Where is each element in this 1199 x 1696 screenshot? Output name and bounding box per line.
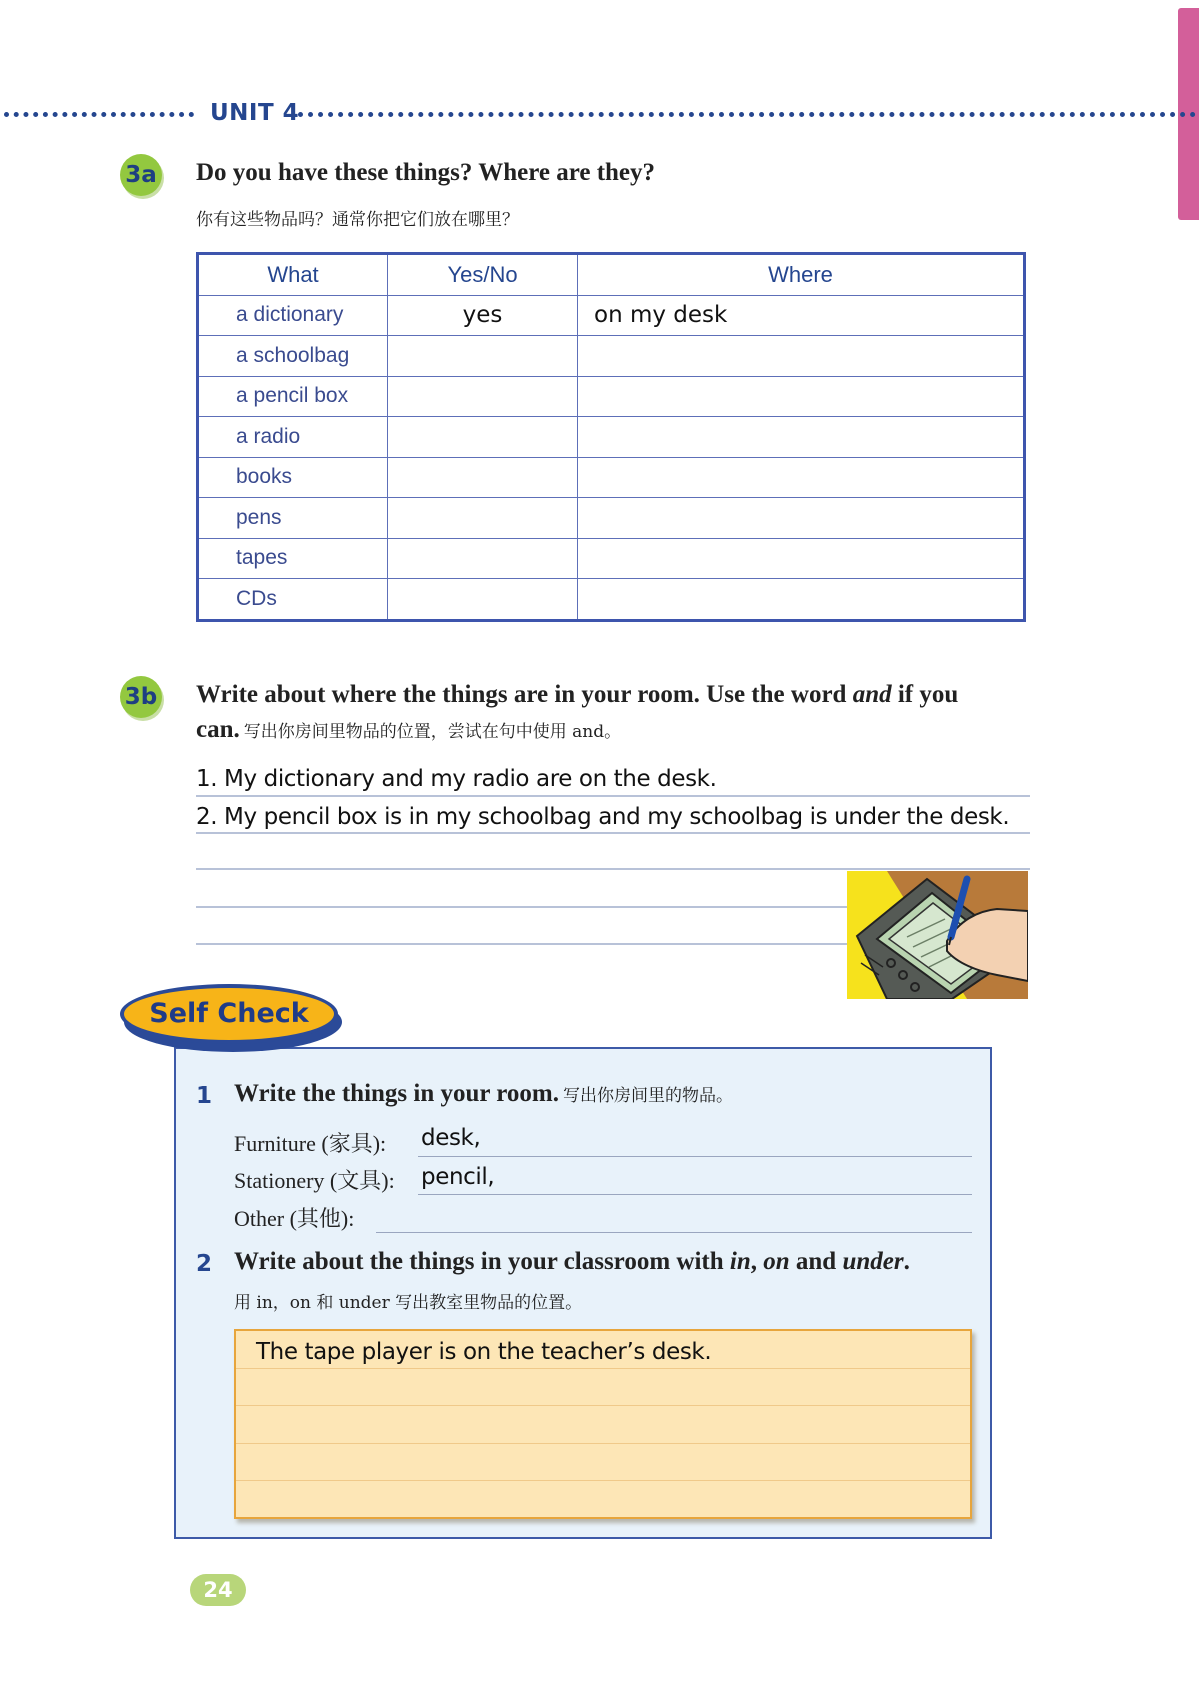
header-dotted-line-left — [4, 112, 194, 117]
furniture-label: Furniture (家具): — [234, 1131, 387, 1156]
self-check-title: Self Check — [149, 998, 309, 1029]
question-number-1: 1 — [196, 1083, 213, 1109]
column-header-what: What — [198, 254, 388, 296]
section-badge-3b: 3b — [120, 676, 162, 718]
table-row — [198, 457, 1025, 498]
section-3a-subtitle: 你有这些物品吗？通常你把它们放在哪里？ — [196, 210, 519, 230]
notepad-line — [236, 1443, 970, 1444]
cell-where[interactable] — [578, 336, 1025, 377]
cell-yes-no[interactable]: yes — [388, 295, 578, 336]
cell-what: a radio — [198, 417, 388, 458]
other-label: Other (其他): — [234, 1206, 355, 1231]
cell-what: a pencil box — [198, 376, 388, 417]
cell-yes-no[interactable] — [388, 336, 578, 377]
title-italic-word: and — [852, 681, 892, 708]
notepad-line — [236, 1405, 970, 1406]
writing-line[interactable] — [196, 943, 850, 945]
table-row — [198, 538, 1025, 579]
keyword-under: under — [842, 1248, 904, 1275]
cell-where[interactable] — [578, 376, 1025, 417]
cell-what: a dictionary — [198, 295, 388, 336]
answer-line-1[interactable]: 1. My dictionary and my radio are on the desk. — [196, 766, 717, 792]
section-3a-title: Do you have these things? Where are they? — [196, 159, 656, 186]
cell-yes-no[interactable] — [388, 579, 578, 621]
question-2-cn: 用 in，on 和 under 写出教室里物品的位置。 — [234, 1293, 583, 1313]
question-number-2: 2 — [196, 1251, 213, 1277]
question-text: Write about the things in your classroom with — [234, 1248, 730, 1275]
cell-what: books — [198, 457, 388, 498]
cell-what: tapes — [198, 538, 388, 579]
title-text: Write about where the things are in your room. Use the word — [196, 681, 853, 708]
cell-where[interactable] — [578, 498, 1025, 539]
cell-where[interactable] — [578, 417, 1025, 458]
question-cn: 写出你房间里的物品。 — [563, 1086, 734, 1106]
separator: and — [789, 1248, 843, 1275]
table-row — [198, 295, 1025, 336]
cell-where[interactable]: on my desk — [578, 295, 1025, 336]
writing-line — [196, 795, 1030, 797]
section-3b-subtitle: 写出你房间里物品的位置，尝试在句中使用 and。 — [243, 722, 622, 742]
notepad-line — [236, 1480, 970, 1481]
table-row — [198, 417, 1025, 458]
furniture-answer[interactable]: desk, — [421, 1125, 481, 1151]
keyword-on: on — [763, 1248, 790, 1275]
header-dotted-line-right — [298, 112, 1196, 117]
other-line — [376, 1232, 972, 1233]
table-row — [198, 376, 1025, 417]
cell-what: pens — [198, 498, 388, 539]
cell-where[interactable] — [578, 538, 1025, 579]
column-header-where: Where — [578, 254, 1025, 296]
answer-line-2[interactable]: 2. My pencil box is in my schoolbag and my schoolbag is under the desk. — [196, 804, 1010, 830]
page-number: 24 — [190, 1574, 246, 1606]
keyword-in: in — [729, 1248, 751, 1275]
section-3b-title — [196, 681, 958, 709]
cell-yes-no[interactable] — [388, 498, 578, 539]
section-badge-3a: 3a — [120, 154, 162, 196]
title-text: can. — [196, 716, 240, 743]
title-text: if you — [891, 681, 959, 708]
question-1-prompt — [234, 1080, 733, 1108]
writing-line[interactable] — [196, 868, 1030, 870]
furniture-line — [418, 1156, 972, 1157]
section-3b-title-line2 — [196, 716, 621, 744]
table-row — [198, 336, 1025, 377]
table-row — [198, 579, 1025, 621]
writing-line — [196, 832, 1030, 834]
table-header-row — [198, 254, 1025, 296]
things-table — [196, 252, 1026, 622]
separator: . — [903, 1248, 910, 1275]
cell-where[interactable] — [578, 579, 1025, 621]
separator: , — [750, 1248, 764, 1275]
stationery-line — [418, 1194, 972, 1195]
notepad-answer[interactable]: The tape player is on the teacher’s desk. — [256, 1339, 712, 1365]
notepad-line — [236, 1368, 970, 1369]
cell-what: CDs — [198, 579, 388, 621]
question-text: Write the things in your room. — [234, 1080, 560, 1107]
writing-hand-illustration — [847, 871, 1028, 999]
cell-yes-no[interactable] — [388, 376, 578, 417]
cell-yes-no[interactable] — [388, 538, 578, 579]
table-row — [198, 498, 1025, 539]
column-header-yes-no: Yes/No — [388, 254, 578, 296]
cell-what: a schoolbag — [198, 336, 388, 377]
writing-line[interactable] — [196, 906, 850, 908]
unit-title: UNIT 4 — [210, 100, 300, 126]
cell-yes-no[interactable] — [388, 417, 578, 458]
stationery-label: Stationery (文具): — [234, 1168, 395, 1193]
cell-where[interactable] — [578, 457, 1025, 498]
question-2-prompt — [234, 1248, 910, 1276]
cell-yes-no[interactable] — [388, 457, 578, 498]
stationery-answer[interactable]: pencil, — [421, 1164, 495, 1190]
